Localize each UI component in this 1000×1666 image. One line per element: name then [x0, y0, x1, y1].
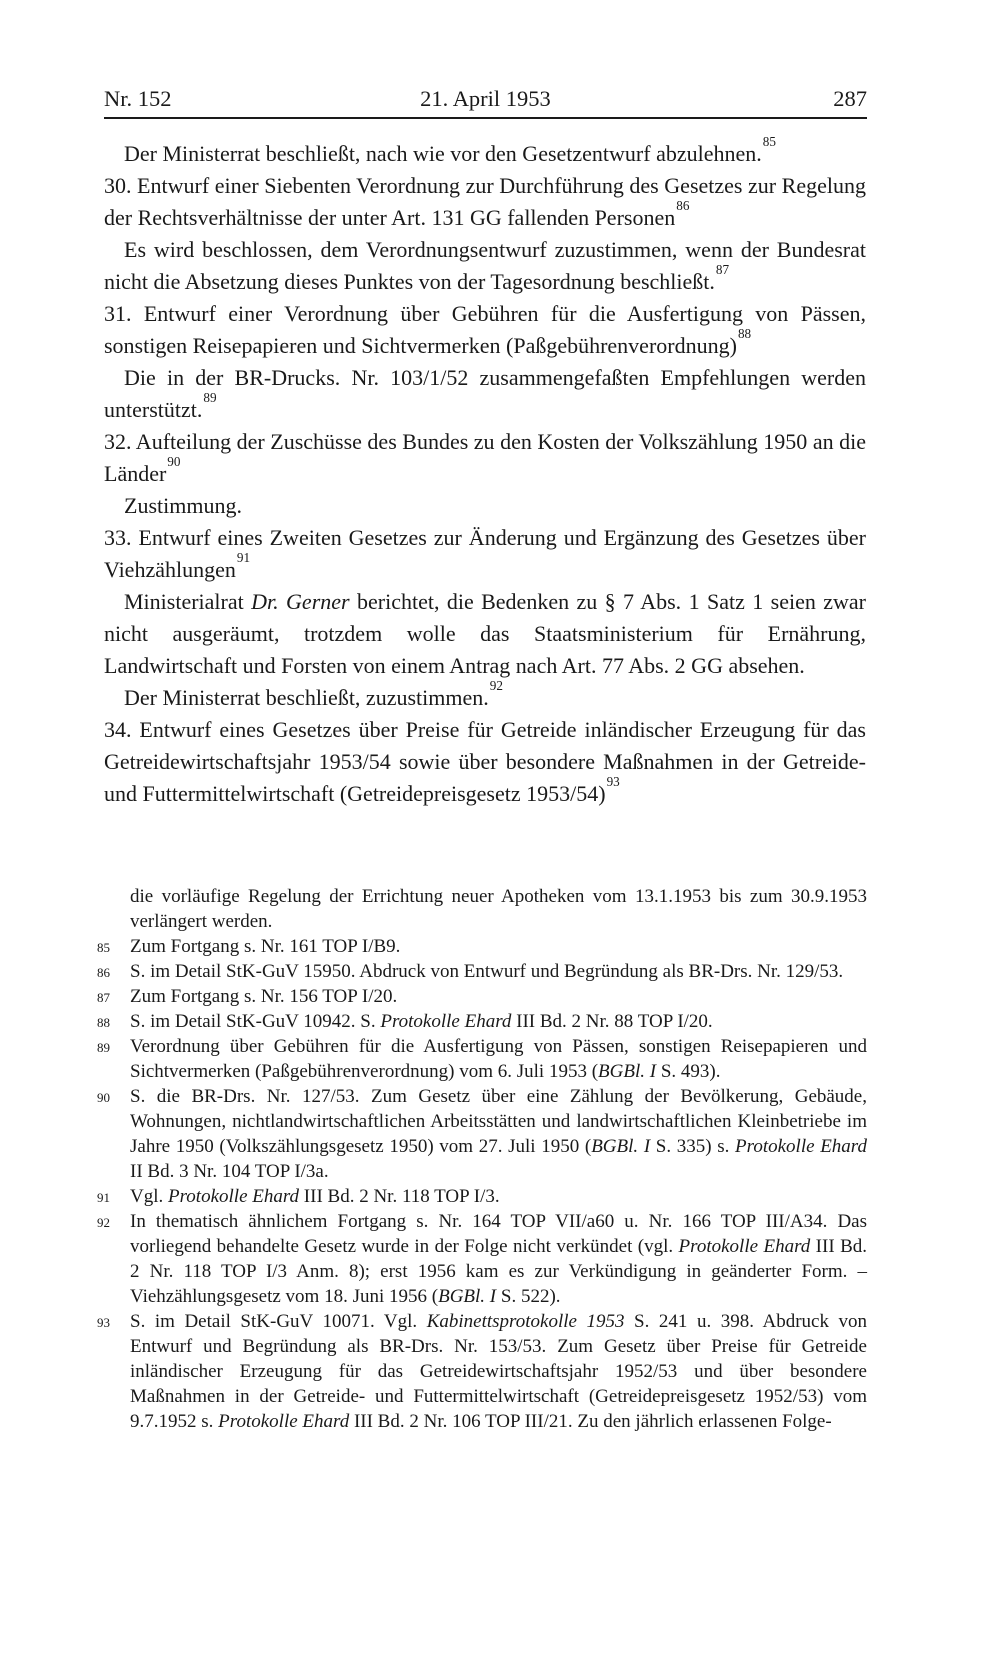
decision-paragraph — [104, 133, 866, 170]
footnote-number: 91 — [97, 1190, 110, 1205]
text-run: Zum Fortgang s. Nr. 156 TOP I/20. — [130, 986, 398, 1007]
text-run: Zum Fortgang s. Nr. 161 TOP I/B9. — [130, 936, 401, 957]
text-run: 33. Entwurf eines Zweiten Gesetzes zur Änderung und Ergänzung des Gesetzes über Viehzählungen — [104, 525, 866, 582]
text-run: Zustimmung. — [124, 493, 242, 518]
footnote-number: 92 — [97, 1215, 110, 1230]
italic-text: Protokolle Ehard — [678, 1236, 811, 1257]
document-number: Nr. 152 — [104, 86, 172, 111]
session-date: 21. April 1953 — [420, 86, 551, 111]
footnote-text — [130, 1086, 867, 1182]
italic-text: Protokolle Ehard — [735, 1136, 867, 1157]
text-run: S. 493). — [656, 1061, 721, 1082]
footnote-93 — [97, 1309, 867, 1434]
agenda-item-paragraph — [104, 714, 866, 810]
text-run: die vorläufige Regelung der Errichtung neuer Apotheken vom 13.1.1953 bis zum 30.9.1953 verlängert werden. — [130, 886, 867, 932]
text-run: III Bd. 2 Nr. 118 TOP I/3. — [299, 1186, 500, 1207]
text-run: 30. Entwurf einer Siebenten Verordnung zur Durchführung des Gesetzes zur Regelung der Rechtsverhältnisse der unter Art. 131 GG fallenden Personen — [104, 173, 866, 230]
italic-text: Dr. Gerner — [251, 589, 350, 614]
footnote-number: 93 — [97, 1315, 110, 1330]
header-rule — [104, 117, 867, 119]
footnote-ref: 87 — [715, 261, 730, 277]
text-run: 31. Entwurf einer Verordnung über Gebühren für die Ausfertigung von Pässen, sonstigen Reisepapieren und Sichtvermerken (Paßgebührenverordnung) — [104, 301, 866, 358]
running-head — [104, 86, 867, 116]
text-run: Die in der BR-Drucks. Nr. 103/1/52 zusammengefaßten Empfehlungen werden unterstützt. — [104, 365, 866, 422]
text-run: III Bd. 2 Nr. 106 TOP III/21. Zu den jährlich erlassenen Folge- — [349, 1411, 832, 1432]
footnote-89 — [97, 1034, 867, 1084]
text-run: S. 241 u. 398. Abdruck von Entwurf und Begründung als BR-Drs. Nr. 153/53. Zum Gesetz über Preise für Getreide inländischer Erzeugung für das Getreidewirtschaftsjahr 1952/53 und über besondere Maßnahmen in der Getreide- und Futtermittelwirtschaft (Getreidepreisgesetz 1952/53) vom 9.7.1952 s. — [130, 1311, 868, 1432]
text-run: II Bd. 3 Nr. 104 TOP I/3a. — [130, 1161, 329, 1182]
footnote-ref: 89 — [203, 389, 217, 405]
footnote-85 — [97, 934, 867, 959]
text-run: S. 335) s. — [650, 1136, 736, 1157]
decision-paragraph — [104, 362, 866, 426]
agenda-item-paragraph — [104, 298, 866, 362]
text-run: Der Ministerrat beschließt, zuzustimmen. — [124, 685, 489, 710]
text-run: S. die BR-Drs. Nr. 127/53. Zum Gesetz über eine Zählung der Bevölkerung, Gebäude, Wohnungen, nichtlandwirtschaftlichen Arbeitsstätten und landwirtschaftlichen Kleinbetriebe im Jahre 1950 (Volkszählungsgesetz 1950) vom 27. Juli 1950 ( — [130, 1086, 867, 1157]
decision-paragraph — [104, 234, 866, 298]
footnote-ref: 88 — [737, 325, 752, 341]
text-run: Ministerialrat — [124, 589, 252, 614]
agenda-item-paragraph — [104, 170, 866, 234]
italic-text: Protokolle Ehard — [380, 1011, 512, 1032]
footnote-ref: 90 — [167, 453, 181, 469]
footnote-number: 89 — [97, 1040, 110, 1055]
footnote-92 — [97, 1209, 867, 1309]
italic-text: BGBl. I — [598, 1061, 657, 1082]
text-run: Verordnung über Gebühren für die Ausfertigung von Pässen, sonstigen Reisepapieren und Sichtvermerken (Paßgebührenverordnung) vom 6. Juli 1953 ( — [130, 1036, 867, 1082]
agenda-item-paragraph — [104, 522, 866, 586]
footnote-text — [130, 886, 867, 932]
footnote-number: 85 — [97, 940, 110, 955]
footnote-88 — [97, 1009, 867, 1034]
footnote-text — [130, 1311, 867, 1432]
footnote-ref: 92 — [489, 677, 503, 693]
main-text — [104, 133, 866, 810]
text-run: Vgl. — [130, 1186, 168, 1207]
decision-paragraph — [104, 677, 866, 714]
footnote-number: 90 — [97, 1090, 110, 1105]
footnote-number: 86 — [97, 965, 110, 980]
text-run: III Bd. 2 Nr. 118 TOP I/3 Anm. 8); erst 1956 kam es zur Verkündigung in geänderter Form. – Viehzählungsgesetz vom 18. Juni 1956 ( — [130, 1236, 868, 1307]
text-run: In thematisch ähnlichem Fortgang s. Nr. 164 TOP VII/a60 u. Nr. 166 TOP III/A34. Das vorliegend behandelte Gesetz wurde in der Folge nicht verkündet (vgl. — [130, 1211, 867, 1257]
text-run: S. im Detail StK-GuV 10942. S. — [130, 1011, 381, 1032]
agenda-item-paragraph — [104, 426, 866, 490]
italic-text: BGBl. I — [591, 1136, 651, 1157]
text-run: S. im Detail StK-GuV 10071. Vgl. — [130, 1311, 427, 1332]
footnote-ref: 93 — [606, 773, 620, 789]
footnote-text — [130, 1036, 867, 1082]
text-run: Der Ministerrat beschließt, nach wie vor den Gesetzentwurf abzulehnen. — [124, 141, 762, 166]
text-run: berichtet, die Bedenken zu § 7 Abs. 1 Satz 1 seien zwar nicht ausgeräumt, trotzdem wolle das Staatsministerium für Ernährung, Landwirtschaft und Forsten von einem Antrag nach Art. 77 Abs. 2 GG absehen. — [104, 589, 866, 678]
footnote-87 — [97, 984, 867, 1009]
decision-paragraph — [104, 586, 866, 682]
text-run: III Bd. 2 Nr. 88 TOP I/20. — [511, 1011, 713, 1032]
italic-text: Protokolle Ehard — [168, 1186, 300, 1207]
footnote-number: 88 — [97, 1015, 110, 1030]
footnote-ref: 86 — [676, 197, 690, 213]
italic-text: BGBl. I — [438, 1286, 497, 1307]
footnote-text — [130, 936, 400, 957]
footnote-86 — [97, 959, 867, 984]
footnotes — [97, 884, 867, 1434]
footnote-text — [130, 961, 843, 982]
footnote-91 — [97, 1184, 867, 1209]
footnote-text — [130, 1211, 867, 1307]
footnote-90 — [97, 1084, 867, 1184]
footnote-text — [130, 1011, 713, 1032]
italic-text: Kabinettsprotokolle 1953 — [426, 1311, 625, 1332]
footnote-text — [130, 1186, 500, 1207]
text-run: 34. Entwurf eines Gesetzes über Preise für Getreide inländischer Erzeugung für das Getreidewirtschaftsjahr 1953/54 sowie über besondere Maßnahmen in der Getreide- und Futtermittelwirtschaft (Getreidepreisgesetz 1953/54) — [104, 717, 866, 806]
text-run: 32. Aufteilung der Zuschüsse des Bundes zu den Kosten der Volkszählung 1950 an die Länder — [104, 429, 866, 486]
text-run: S. im Detail StK-GuV 15950. Abdruck von Entwurf und Begründung als BR-Drs. Nr. 129/53. — [130, 961, 844, 982]
footnote-text — [130, 986, 397, 1007]
footnote-ref: 85 — [762, 133, 776, 149]
footnote-ref: 91 — [236, 549, 251, 565]
italic-text: Protokolle Ehard — [218, 1411, 350, 1432]
page-number: 287 — [833, 86, 867, 111]
text-run: Es wird beschlossen, dem Verordnungsentwurf zuzustimmen, wenn der Bundesrat nicht die Absetzung dieses Punktes von der Tagesordnung beschließt. — [104, 237, 866, 294]
decision-paragraph — [104, 490, 866, 522]
text-run: S. 522). — [496, 1286, 561, 1307]
footnote-continuation — [97, 884, 867, 934]
footnote-number: 87 — [97, 990, 110, 1005]
